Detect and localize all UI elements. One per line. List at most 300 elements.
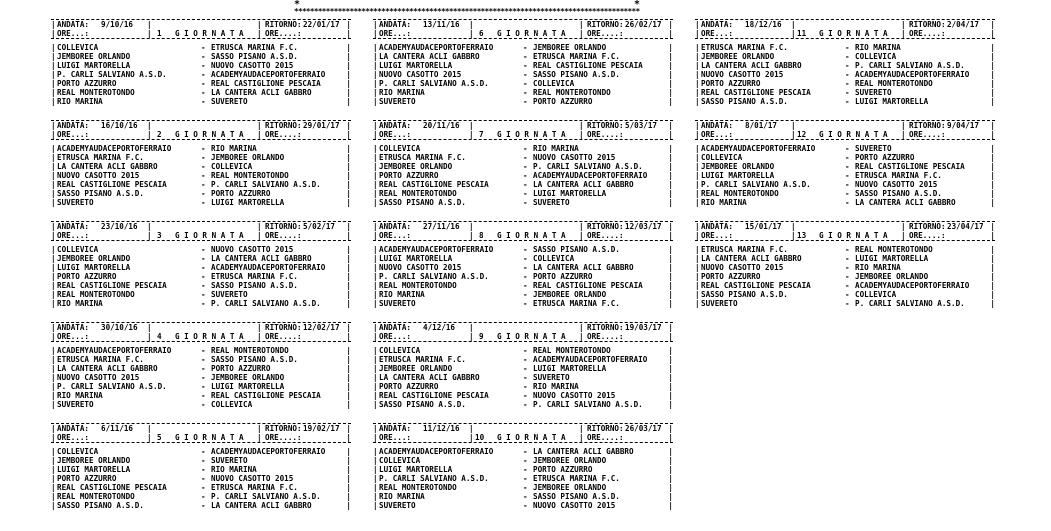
round-dates-row [695, 121, 995, 130]
ritorno-date: 26/02/17 [625, 20, 662, 29]
bar-left: | [695, 43, 700, 52]
bar-left: | [373, 263, 378, 272]
bar-right: | [668, 447, 673, 456]
bar-right: | [668, 121, 673, 130]
match-row [51, 290, 351, 299]
bar-left: | [695, 245, 700, 254]
home-team: PORTO AZZURRO [701, 79, 761, 88]
bar-left: | [51, 263, 56, 272]
away-team: ACADEMYAUDACEPORTOFERRAIO [855, 281, 970, 290]
bar-mid: | [147, 231, 152, 240]
match-row [695, 290, 995, 299]
bar-right: | [990, 272, 995, 281]
bar-left: | [51, 400, 56, 409]
bar-mid: | [579, 433, 584, 442]
match-separator: - [523, 382, 528, 391]
home-team: NUOVO CASOTTO 2015 [57, 373, 140, 382]
home-team: SASSO PISANO A.S.D. [379, 400, 466, 409]
match-separator: - [201, 281, 206, 290]
bar-mid: | [147, 29, 152, 38]
ore-return-label: ORE....: [265, 29, 302, 38]
match-row [695, 272, 995, 281]
bar-mid: | [469, 130, 474, 139]
match-separator: - [845, 245, 850, 254]
ritorno-label: RITORNO: [587, 20, 624, 29]
bar-right: | [990, 254, 995, 263]
round-number: 8 [479, 231, 484, 240]
bar-left: | [695, 299, 700, 308]
header-star-rule: *************************************************************************************** [294, 7, 640, 16]
away-team: ACADEMYAUDACEPORTOFERRAIO [533, 171, 648, 180]
ritorno-date: 19/03/17 [625, 323, 662, 332]
bar-right: | [346, 492, 351, 501]
match-row [695, 180, 995, 189]
home-team: PORTO AZZURRO [57, 79, 117, 88]
away-team: LUIGI MARTORELLA [211, 382, 285, 391]
match-separator: - [845, 189, 850, 198]
bar-left: | [51, 79, 56, 88]
match-separator: - [201, 447, 206, 456]
bar-right: | [346, 346, 351, 355]
round-title-row [373, 29, 673, 38]
bar-left: | [695, 171, 700, 180]
bar-mid: | [257, 231, 262, 240]
match-row [51, 43, 351, 52]
bar-mid: | [147, 433, 152, 442]
match-row [373, 52, 673, 61]
bar-left: | [373, 79, 378, 88]
andata-label: ANDATA: [57, 121, 90, 130]
bar-right: | [990, 180, 995, 189]
bar-left: | [695, 281, 700, 290]
round-title-row [695, 231, 995, 240]
bar-left: | [373, 483, 378, 492]
ritorno-date: 23/04/17 [947, 222, 984, 231]
giornata-label: G I O R N A T A [175, 433, 244, 442]
bar-left: | [373, 254, 378, 263]
match-row [695, 97, 995, 106]
away-team: PORTO AZZURRO [855, 153, 915, 162]
away-team: SUVERETO [211, 290, 248, 299]
bar-mid: | [579, 130, 584, 139]
bar-mid: | [469, 121, 474, 130]
ore-label: ORE...: [57, 433, 90, 442]
ritorno-label: RITORNO: [909, 121, 946, 130]
bar-mid: | [257, 433, 262, 442]
match-separator: - [523, 70, 528, 79]
bar-left: | [695, 231, 700, 240]
bar-right: | [346, 29, 351, 38]
match-separator: - [201, 391, 206, 400]
home-team: COLLEVICA [57, 447, 99, 456]
round-dates-row [373, 121, 673, 130]
bar-right: | [668, 456, 673, 465]
andata-date: 15/01/17 [745, 222, 782, 231]
bar-left: | [51, 355, 56, 364]
andata-label: ANDATA: [57, 424, 90, 433]
match-row [51, 474, 351, 483]
bar-mid: | [469, 222, 474, 231]
bar-right: | [668, 474, 673, 483]
away-team: REAL CASTIGLIONE PESCAIA [533, 281, 643, 290]
ritorno-label: RITORNO: [265, 222, 302, 231]
bar-right: | [990, 290, 995, 299]
round-title-row [373, 130, 673, 139]
round-dates-row [695, 222, 995, 231]
bar-left: | [695, 263, 700, 272]
home-team: RIO MARINA [379, 290, 425, 299]
bar-mid: | [469, 424, 474, 433]
away-team: SASSO PISANO A.S.D. [211, 281, 298, 290]
round-number: 9 [479, 332, 484, 341]
round-number: 2 [157, 130, 162, 139]
home-team: REAL MONTEROTONDO [379, 483, 457, 492]
bar-left: | [51, 281, 56, 290]
away-team: REAL CASTIGLIONE PESCAIA [211, 79, 321, 88]
round-block [51, 322, 351, 409]
match-separator: - [201, 355, 206, 364]
home-team: NUOVO CASOTTO 2015 [701, 263, 784, 272]
bar-mid: | [469, 20, 474, 29]
home-team: ETRUSCA MARINA F.C. [57, 355, 144, 364]
match-separator: - [523, 153, 528, 162]
match-row [695, 88, 995, 97]
bar-right: | [668, 299, 673, 308]
bar-right: | [668, 501, 673, 510]
home-team: SASSO PISANO A.S.D. [379, 198, 466, 207]
ore-return-label: ORE....: [909, 231, 946, 240]
match-row [373, 290, 673, 299]
bar-right: | [346, 272, 351, 281]
match-separator: - [201, 97, 206, 106]
match-separator: - [523, 171, 528, 180]
bar-right: | [990, 144, 995, 153]
round-number: 4 [157, 332, 162, 341]
match-separator: - [523, 88, 528, 97]
match-row [51, 162, 351, 171]
match-row [373, 355, 673, 364]
bar-right: | [346, 43, 351, 52]
giornata-label: G I O R N A T A [175, 332, 244, 341]
home-team: PORTO AZZURRO [57, 272, 117, 281]
bar-right: | [668, 52, 673, 61]
home-team: SUVERETO [701, 299, 738, 308]
bar-mid: | [901, 121, 906, 130]
bar-mid: | [257, 29, 262, 38]
match-separator: - [201, 501, 206, 510]
bar-left: | [695, 180, 700, 189]
match-row [695, 254, 995, 263]
match-separator: - [523, 290, 528, 299]
bar-right: | [346, 171, 351, 180]
bar-right: | [346, 483, 351, 492]
bar-left: | [51, 272, 56, 281]
home-team: P. CARLI SALVIANO A.S.D. [379, 272, 489, 281]
away-team: LA CANTERA ACLI GABBRO [211, 501, 312, 510]
bar-right: | [346, 70, 351, 79]
home-team: ACADEMYAUDACEPORTOFERRAIO [379, 447, 494, 456]
ore-return-label: ORE....: [587, 231, 624, 240]
bar-right: | [346, 245, 351, 254]
bar-left: | [373, 70, 378, 79]
bar-right: | [990, 121, 995, 130]
away-team: JEMBOREE ORLANDO [855, 272, 929, 281]
match-row [51, 189, 351, 198]
ore-label: ORE...: [57, 231, 90, 240]
bar-right: | [990, 299, 995, 308]
home-team: COLLEVICA [701, 153, 743, 162]
match-separator: - [523, 254, 528, 263]
ritorno-date: 9/04/17 [947, 121, 980, 130]
round-number: 1 [157, 29, 162, 38]
match-row [373, 272, 673, 281]
bar-right: | [990, 52, 995, 61]
bar-left: | [695, 198, 700, 207]
ore-return-label: ORE....: [587, 332, 624, 341]
match-row [695, 70, 995, 79]
away-team: RIO MARINA [855, 43, 901, 52]
bar-right: | [346, 433, 351, 442]
home-team: P. CARLI SALVIANO A.S.D. [379, 79, 489, 88]
match-separator: - [201, 61, 206, 70]
home-team: SUVERETO [57, 400, 94, 409]
bar-right: | [990, 171, 995, 180]
match-separator: - [845, 272, 850, 281]
bar-left: | [373, 43, 378, 52]
bar-left: | [51, 492, 56, 501]
away-team: NUOVO CASOTTO 2015 [211, 474, 294, 483]
match-separator: - [201, 382, 206, 391]
away-team: LUIGI MARTORELLA [855, 254, 929, 263]
round-title-row [51, 433, 351, 442]
bar-right: | [668, 483, 673, 492]
round-title-row [695, 29, 995, 38]
match-row [373, 465, 673, 474]
bar-mid: | [147, 130, 152, 139]
match-row [51, 447, 351, 456]
match-row [695, 61, 995, 70]
bar-right: | [346, 281, 351, 290]
bar-left: | [51, 88, 56, 97]
bar-left: | [51, 346, 56, 355]
match-row [373, 299, 673, 308]
bar-right: | [990, 153, 995, 162]
bar-mid: | [791, 231, 796, 240]
home-team: LA CANTERA ACLI GABBRO [57, 162, 158, 171]
bar-left: | [51, 483, 56, 492]
bar-left: | [373, 272, 378, 281]
bar-left: | [51, 130, 56, 139]
bar-right: | [346, 364, 351, 373]
ore-return-label: ORE....: [265, 332, 302, 341]
bar-right: | [346, 79, 351, 88]
round-number: 5 [157, 433, 162, 442]
round-number: 3 [157, 231, 162, 240]
ritorno-label: RITORNO: [265, 323, 302, 332]
bar-right: | [668, 355, 673, 364]
bar-right: | [668, 61, 673, 70]
bar-right: | [346, 474, 351, 483]
away-team: ACADEMYAUDACEPORTOFERRAIO [855, 70, 970, 79]
bar-left: | [373, 88, 378, 97]
bar-left: | [51, 373, 56, 382]
bar-right: | [668, 364, 673, 373]
away-team: REAL MONTEROTONDO [211, 171, 289, 180]
bar-right: | [668, 43, 673, 52]
away-team: LUIGI MARTORELLA [533, 189, 607, 198]
match-separator: - [523, 162, 528, 171]
match-row [373, 97, 673, 106]
bar-right: | [668, 231, 673, 240]
ritorno-date: 19/02/17 [303, 424, 340, 433]
home-team: RIO MARINA [57, 299, 103, 308]
match-separator: - [523, 373, 528, 382]
match-separator: - [201, 144, 206, 153]
round-title-row [373, 231, 673, 240]
bar-mid: | [791, 222, 796, 231]
home-team: NUOVO CASOTTO 2015 [379, 70, 462, 79]
match-row [695, 162, 995, 171]
match-separator: - [201, 88, 206, 97]
away-team: RIO MARINA [211, 144, 257, 153]
bar-left: | [373, 29, 378, 38]
home-team: NUOVO CASOTTO 2015 [379, 263, 462, 272]
bar-left: | [51, 501, 56, 510]
bar-left: | [51, 364, 56, 373]
ore-label: ORE...: [701, 231, 734, 240]
home-team: ETRUSCA MARINA F.C. [379, 153, 466, 162]
home-team: REAL MONTEROTONDO [379, 281, 457, 290]
home-team: REAL CASTIGLIONE PESCAIA [379, 180, 489, 189]
home-team: P. CARLI SALVIANO A.S.D. [57, 382, 167, 391]
bar-left: | [373, 492, 378, 501]
bar-right: | [668, 97, 673, 106]
bar-mid: | [147, 20, 152, 29]
home-team: JEMBOREE ORLANDO [57, 456, 131, 465]
match-row [51, 400, 351, 409]
giornata-label: G I O R N A T A [819, 130, 888, 139]
bar-left: | [51, 43, 56, 52]
bar-left: | [51, 97, 56, 106]
bar-left: | [373, 424, 378, 433]
match-separator: - [845, 290, 850, 299]
bar-right: | [346, 162, 351, 171]
match-row [51, 382, 351, 391]
bar-left: | [51, 290, 56, 299]
match-row [51, 144, 351, 153]
away-team: ACADEMYAUDACEPORTOFERRAIO [211, 263, 326, 272]
match-separator: - [845, 97, 850, 106]
away-team: P. CARLI SALVIANO A.S.D. [855, 61, 965, 70]
bar-left: | [373, 61, 378, 70]
bar-right: | [346, 391, 351, 400]
bar-right: | [668, 180, 673, 189]
away-team: P. CARLI SALVIANO A.S.D. [533, 162, 643, 171]
match-row [51, 153, 351, 162]
bar-left: | [51, 153, 56, 162]
away-team: REAL MONTEROTONDO [533, 346, 611, 355]
home-team: ACADEMYAUDACEPORTOFERRAIO [379, 245, 494, 254]
bar-left: | [373, 222, 378, 231]
round-dates-row [51, 424, 351, 433]
round-block [51, 423, 351, 510]
round-block [51, 120, 351, 207]
match-separator: - [845, 180, 850, 189]
match-row [373, 474, 673, 483]
away-team: REAL MONTEROTONDO [855, 79, 933, 88]
match-row [51, 70, 351, 79]
bar-right: | [346, 61, 351, 70]
away-team: P. CARLI SALVIANO A.S.D. [211, 492, 321, 501]
home-team: REAL CASTIGLIONE PESCAIA [701, 88, 811, 97]
away-team: REAL MONTEROTONDO [533, 88, 611, 97]
bar-right: | [668, 254, 673, 263]
home-team: REAL MONTEROTONDO [57, 290, 135, 299]
home-team: SUVERETO [379, 97, 416, 106]
bar-left: | [51, 29, 56, 38]
match-row [373, 88, 673, 97]
match-separator: - [201, 373, 206, 382]
match-row [373, 70, 673, 79]
match-separator: - [201, 254, 206, 263]
bar-left: | [51, 162, 56, 171]
bar-right: | [346, 144, 351, 153]
bar-left: | [373, 52, 378, 61]
home-team: RIO MARINA [57, 97, 103, 106]
away-team: SUVERETO [855, 88, 892, 97]
bar-left: | [373, 281, 378, 290]
match-separator: - [201, 492, 206, 501]
bar-left: | [51, 180, 56, 189]
away-team: ETRUSCA MARINA F.C. [855, 171, 942, 180]
andata-date: 4/12/16 [423, 323, 456, 332]
bar-left: | [695, 144, 700, 153]
match-row [373, 382, 673, 391]
bar-left: | [373, 189, 378, 198]
andata-label: ANDATA: [701, 222, 734, 231]
bar-left: | [51, 189, 56, 198]
bar-mid: | [469, 231, 474, 240]
away-team: PORTO AZZURRO [533, 465, 593, 474]
match-row [695, 52, 995, 61]
match-separator: - [845, 263, 850, 272]
bar-right: | [668, 323, 673, 332]
bar-left: | [373, 144, 378, 153]
match-row [51, 281, 351, 290]
round-title-row [51, 29, 351, 38]
home-team: LUIGI MARTORELLA [701, 171, 775, 180]
ritorno-label: RITORNO: [265, 121, 302, 130]
ritorno-label: RITORNO: [909, 222, 946, 231]
round-number: 12 [797, 130, 807, 139]
home-team: SUVERETO [379, 501, 416, 510]
home-team: LA CANTERA ACLI GABBRO [701, 61, 802, 70]
bar-left: | [51, 61, 56, 70]
match-separator: - [523, 281, 528, 290]
home-team: SASSO PISANO A.S.D. [701, 290, 788, 299]
bar-right: | [990, 263, 995, 272]
bar-left: | [373, 290, 378, 299]
bar-right: | [346, 465, 351, 474]
home-team: LUIGI MARTORELLA [57, 263, 131, 272]
match-row [695, 153, 995, 162]
bar-left: | [51, 474, 56, 483]
away-team: LUIGI MARTORELLA [211, 198, 285, 207]
round-block [695, 221, 995, 308]
bar-right: | [668, 79, 673, 88]
away-team: LA CANTERA ACLI GABBRO [533, 263, 634, 272]
bar-left: | [51, 299, 56, 308]
